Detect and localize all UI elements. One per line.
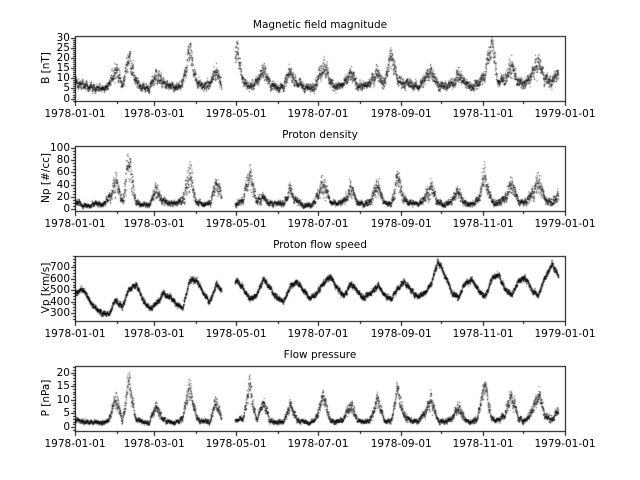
x-tick-label: 1979-01-01: [534, 218, 596, 230]
x-tick-label: 1978-09-01: [370, 438, 432, 450]
y-tick-label: 20: [56, 190, 70, 203]
x-tick-label: 1978-09-01: [370, 328, 432, 340]
x-tick-label: 1978-11-01: [452, 438, 514, 450]
x-tick-label: 1978-09-01: [370, 108, 432, 120]
y-tick-label: 60: [56, 166, 70, 179]
y-tick-label: 5: [63, 82, 70, 95]
y-tick-label: 500: [49, 284, 70, 297]
x-tick-label: 1978-01-01: [44, 108, 106, 120]
x-tick-label: 1978-07-01: [287, 108, 349, 120]
y-axis-label: B [nT]: [40, 52, 52, 84]
y-axis-label: P [nPa]: [40, 379, 52, 417]
x-tick-label: 1978-03-01: [123, 328, 185, 340]
x-tick-label: 1978-07-01: [287, 218, 349, 230]
y-tick-label: 0: [63, 92, 70, 105]
x-tick-label: 1978-07-01: [287, 328, 349, 340]
x-tick-label: 1979-01-01: [534, 328, 596, 340]
x-tick-label: 1978-11-01: [452, 108, 514, 120]
y-tick-label: 10: [56, 393, 70, 406]
y-tick-label: 15: [56, 380, 70, 393]
x-tick-label: 1978-03-01: [123, 218, 185, 230]
x-tick-label: 1979-01-01: [534, 108, 596, 120]
x-tick-label: 1978-05-01: [205, 218, 267, 230]
y-tick-label: 600: [49, 272, 70, 285]
y-tick-label: 30: [56, 31, 70, 44]
y-axis-label: Vp [km/s]: [40, 262, 52, 314]
y-tick-label: 400: [49, 295, 70, 308]
y-tick-label: 700: [49, 261, 70, 274]
y-tick-label: 25: [56, 41, 70, 54]
x-tick-label: 1978-09-01: [370, 218, 432, 230]
x-tick-label: 1978-03-01: [123, 108, 185, 120]
subplot-title: Flow pressure: [283, 349, 357, 361]
x-tick-label: 1978-11-01: [452, 328, 514, 340]
y-axis-label: Np [#/cc]: [40, 153, 52, 203]
subplot-title: Proton density: [282, 129, 358, 141]
y-tick-label: 40: [56, 178, 70, 191]
y-tick-label: 5: [63, 407, 70, 420]
subplot-title: Proton flow speed: [273, 239, 367, 251]
y-tick-label: 20: [56, 51, 70, 64]
x-tick-label: 1978-07-01: [287, 438, 349, 450]
y-tick-label: 80: [56, 154, 70, 167]
y-tick-label: 20: [56, 366, 70, 379]
x-tick-label: 1978-11-01: [452, 218, 514, 230]
x-tick-label: 1978-01-01: [44, 328, 106, 340]
y-tick-label: 10: [56, 72, 70, 85]
x-tick-label: 1978-05-01: [205, 108, 267, 120]
x-tick-label: 1978-03-01: [123, 438, 185, 450]
x-tick-label: 1979-01-01: [534, 438, 596, 450]
x-tick-label: 1978-05-01: [205, 438, 267, 450]
x-tick-label: 1978-05-01: [205, 328, 267, 340]
x-tick-label: 1978-01-01: [44, 438, 106, 450]
subplot-title: Magnetic field magnitude: [252, 19, 388, 31]
y-tick-label: 100: [49, 142, 70, 155]
y-tick-label: 0: [63, 420, 70, 433]
y-tick-label: 0: [63, 202, 70, 215]
x-tick-label: 1978-01-01: [44, 218, 106, 230]
y-tick-label: 300: [49, 307, 70, 320]
y-tick-label: 15: [56, 62, 70, 75]
